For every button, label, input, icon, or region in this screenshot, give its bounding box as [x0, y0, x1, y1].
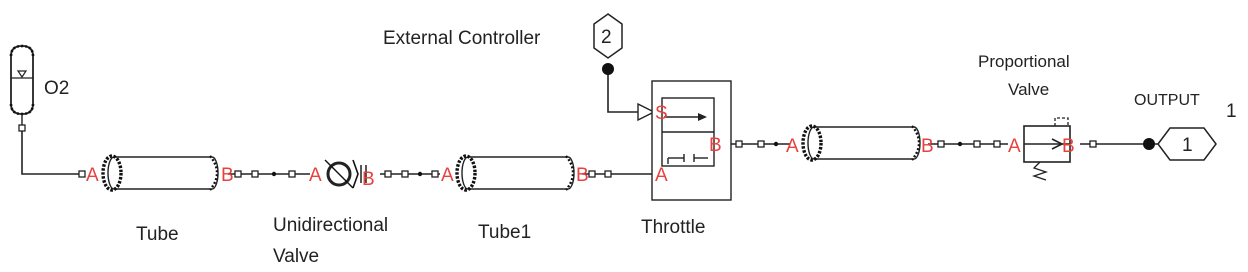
node [235, 171, 241, 177]
prop-valve-label-line1: Proportional [978, 52, 1070, 71]
node [432, 171, 438, 177]
node [589, 171, 595, 177]
node [385, 171, 391, 177]
tube2[interactable] [786, 126, 934, 160]
output[interactable] [1134, 92, 1237, 160]
tube-icon [103, 156, 218, 190]
tube1-port-a: A [441, 165, 454, 186]
node [994, 141, 1000, 147]
node [974, 141, 980, 147]
proportional-valve[interactable] [978, 52, 1075, 180]
output-signal-dot [1143, 138, 1155, 150]
throttle-valve-icon [662, 98, 714, 166]
valve-label-line1: Unidirectional [273, 215, 389, 236]
node [252, 171, 258, 177]
valve-port-b: B [362, 169, 375, 190]
tube-label: Tube [136, 224, 179, 245]
node [938, 141, 944, 147]
tube1[interactable] [441, 156, 589, 243]
node [605, 171, 611, 177]
node [736, 141, 742, 147]
controller-port-number: 2 [601, 27, 612, 48]
junction-dot [958, 142, 962, 146]
tube-port-a: A [86, 165, 99, 186]
output-label: OUTPUT [1134, 92, 1200, 109]
tube-icon [457, 156, 574, 190]
tube2-port-a: A [786, 136, 799, 157]
node [289, 171, 295, 177]
tube2-port-b: B [921, 136, 934, 157]
node [402, 171, 408, 177]
wire-controller-to-throttle [608, 72, 638, 112]
prop-valve-port-a: A [1008, 136, 1021, 157]
o2-source[interactable] [11, 46, 69, 125]
valve-label-line2: Valve [273, 246, 320, 267]
node [1090, 141, 1096, 147]
junction-dot [418, 172, 422, 176]
external-controller[interactable] [383, 14, 654, 120]
throttle-port-a: A [655, 165, 668, 186]
tube-port-b: B [221, 165, 234, 186]
gas-reservoir-icon [11, 46, 33, 125]
controller-label: External Controller [383, 28, 541, 49]
tube-icon [803, 126, 920, 160]
node [758, 141, 764, 147]
controller-signal-dot [602, 63, 614, 75]
tube1-label: Tube1 [478, 222, 532, 243]
throttle-port-b: B [709, 135, 722, 156]
output-side-number: 1 [1226, 101, 1237, 122]
output-port-number: 1 [1182, 135, 1193, 156]
tube[interactable] [86, 156, 234, 245]
tube1-port-b: B [576, 165, 589, 186]
throttle-label: Throttle [641, 217, 706, 238]
node [19, 125, 25, 131]
prop-valve-label-line2: Valve [1008, 80, 1050, 99]
throttle[interactable] [641, 81, 731, 238]
check-valve-icon [325, 160, 366, 188]
o2-label: O2 [44, 78, 70, 99]
junction-dot [272, 172, 276, 176]
junction-dot [774, 142, 778, 146]
wire-o2-to-tube [22, 128, 82, 174]
prop-valve-port-b: B [1062, 136, 1075, 157]
node [79, 171, 85, 177]
throttle-port-s: S [655, 103, 668, 124]
valve-port-a: A [309, 165, 322, 186]
